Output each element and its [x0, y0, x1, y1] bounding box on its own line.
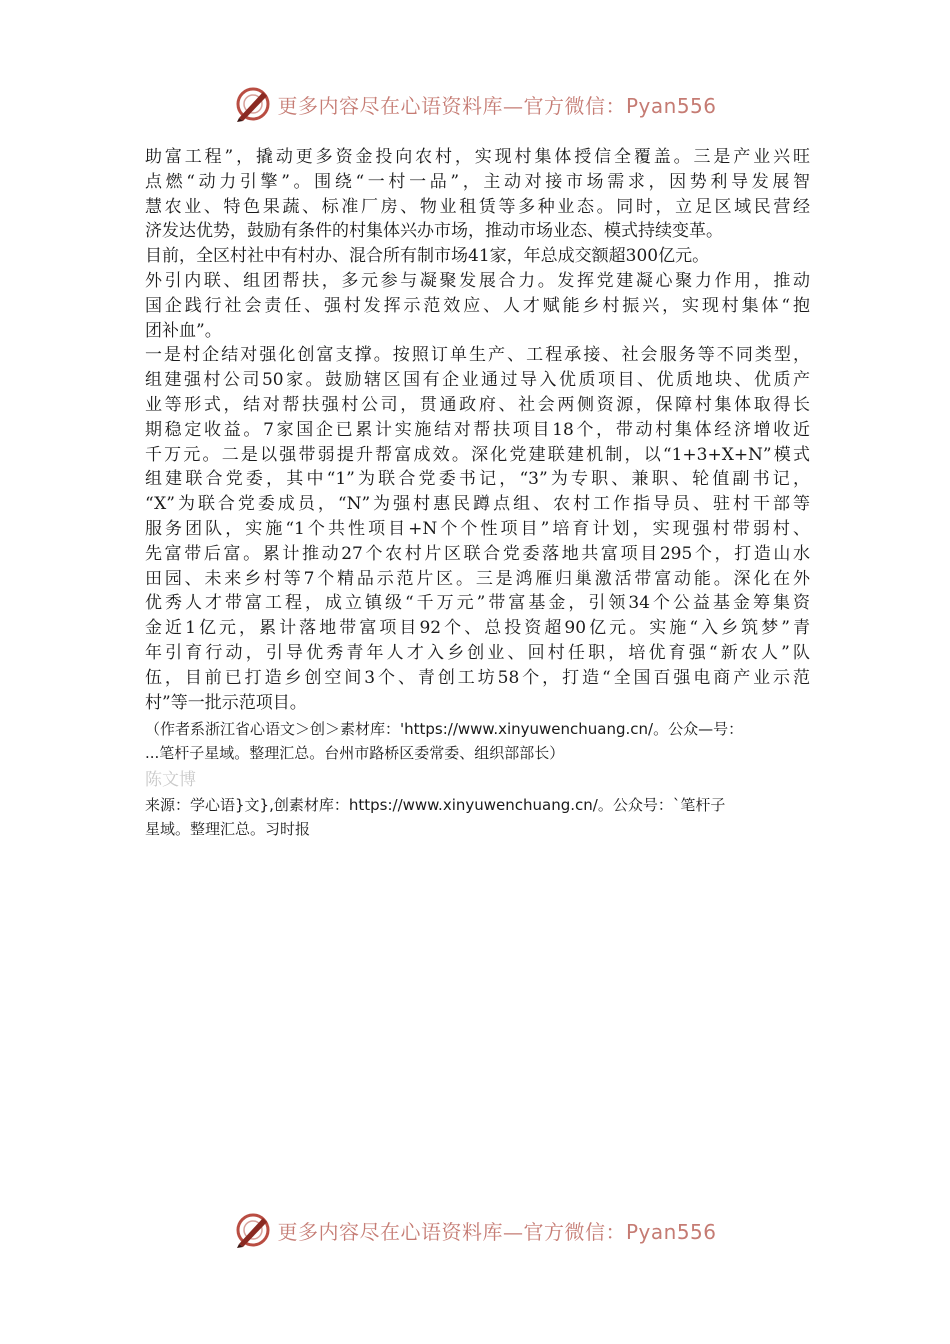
text-line: 点燃“动力引擎”。围绕“一村一品”，主动对接市场需求，因势利导发展智	[145, 171, 810, 192]
banner-handle: Pyan556	[625, 1219, 717, 1244]
text-line: 一是村企结对强化创富支撑。按照订单生产、工程承接、社会服务等不同类型，	[145, 345, 810, 366]
text-line: 团补血”。	[145, 320, 222, 341]
text-line: 年引育行动，引导优秀青年人才入乡创业、回村任职，培优育强“新农人”队	[145, 642, 810, 663]
article-body	[145, 145, 810, 715]
author-name: 陈文博	[145, 770, 196, 790]
source-note	[145, 793, 815, 841]
text-line: 组建强村公司50家。鼓励辖区国有企业通过导入优质项目、优质地块、优质产	[145, 370, 810, 391]
text-line: 伍，目前已打造乡创空间3个、青创工坊58个，打造“全国百强电商产业示范	[145, 667, 810, 688]
pen-logo-icon	[233, 84, 273, 124]
text-line: 国企践行社会责任、强村发挥示范效应、人才赋能乡村振兴，实现村集体“抱	[145, 295, 810, 316]
text-line: 期稳定收益。7家国企已累计实施结对帮扶项目18个，带动村集体经济增收近	[145, 419, 810, 440]
banner-slogan: 更多内容尽在心语资料库—官方微信：	[277, 93, 626, 118]
banner-text	[277, 90, 716, 119]
text-line: （作者系浙江省心语文＞创＞素材库：'https://www.xinyuwenchuang.cn/。公众—号：	[145, 720, 744, 738]
text-line: 来源：学心语}文},创素材库：https://www.xinyuwenchuang.cn/。公众号：`笔杆子	[145, 796, 726, 814]
banner-handle: Pyan556	[625, 93, 717, 118]
text-line: 业等形式，结对帮扶强村公司，贯通政府、社会两侧资源，保障村集体取得长	[145, 394, 810, 415]
header-banner	[0, 82, 950, 126]
text-line: 先富带后富。累计推动27个农村片区联合党委落地共富项目295个，打造山水	[145, 543, 810, 564]
text-line: 组建联合党委，其中“1”为联合党委书记，“3”为专职、兼职、轮值副书记，	[145, 469, 810, 490]
text-line: 服务团队，实施“1个共性项目+N个个性项目”培育计划，实现强村带弱村、	[145, 518, 810, 539]
author-note	[145, 717, 815, 765]
text-line: 田园、未来乡村等7个精品示范片区。三是鸿雁归巢激活带富动能。深化在外	[145, 568, 810, 589]
text-line: 目前，全区村社中有村办、混合所有制市场41家，年总成交额超300亿元。	[145, 246, 710, 267]
text-line: ...笔杆子星域。整理汇总。台州市路桥区委常委、组织部部长）	[145, 744, 565, 762]
text-line: 千万元。二是以强带弱提升帮富成效。深化党建联建机制，以“1+3+X+N”模式	[145, 444, 810, 465]
banner-slogan: 更多内容尽在心语资料库—官方微信：	[277, 1219, 626, 1244]
banner-text	[277, 1216, 716, 1245]
text-line: 助富工程”，撬动更多资金投向农村，实现村集体授信全覆盖。三是产业兴旺	[145, 147, 810, 167]
text-line: 济发达优势，鼓励有条件的村集体兴办市场，推动市场业态、模式持续变革。	[145, 221, 723, 242]
text-line: 慧农业、特色果蔬、标准厂房、物业租赁等多种业态。同时，立足区域民营经	[145, 196, 810, 217]
text-line: 外引内联、组团帮扶，多元参与凝聚发展合力。发挥党建凝心聚力作用，推动	[145, 270, 810, 291]
text-line: 优秀人才带富工程，成立镇级“千万元”带富基金，引领34个公益基金筹集资	[145, 593, 810, 614]
text-line: 星域。整理汇总。习时报	[145, 820, 311, 838]
text-line: 金近1亿元，累计落地带富项目92个、总投资超90亿元。实施“入乡筑梦”青	[145, 618, 810, 639]
text-line: “X”为联合党委成员，“N”为强村惠民蹲点组、农村工作指导员、驻村干部等	[145, 494, 810, 515]
footer-banner	[0, 1208, 950, 1252]
text-line: 村”等一批示范项目。	[145, 692, 307, 713]
pen-logo-icon	[233, 1210, 273, 1250]
